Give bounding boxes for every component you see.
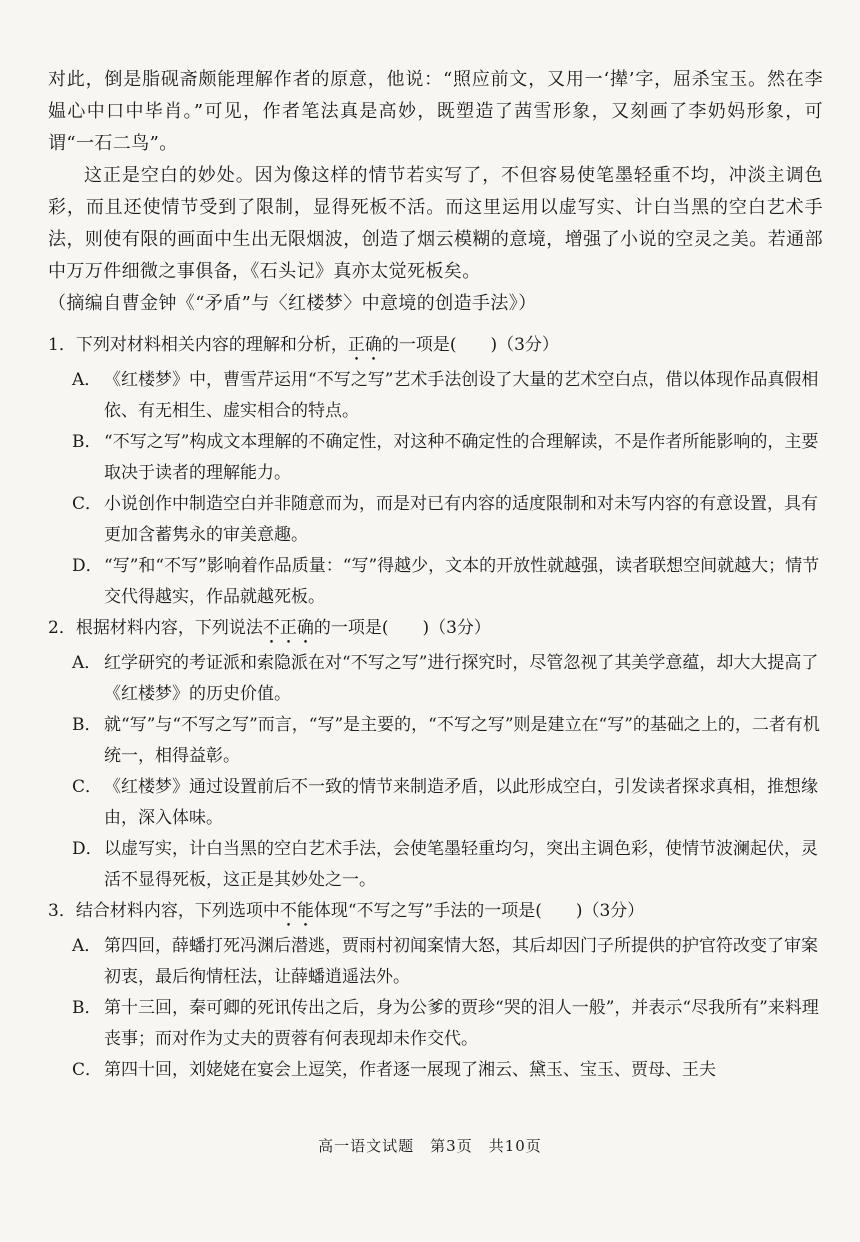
stem-text: 的一项是( )（3分） — [313, 618, 491, 638]
question-stem — [48, 896, 823, 931]
stem-text: 体现“不写之写”手法的一项是( )（3分） — [313, 901, 645, 921]
reading-passage — [48, 64, 823, 320]
stem-text: 1．下列对材料相关内容的理解和分析， — [48, 335, 348, 355]
stem-text: 3．结合材料内容，下列选项中 — [48, 901, 280, 921]
option-text: 红学研究的考证派和索隐派在对“不写之写”进行探究时，尽管忽视了其美学意蕴，却大大提高了《红楼梦》的历史价值。 — [104, 653, 819, 704]
stem-text: 的一项是( )（3分） — [381, 335, 559, 355]
option-d — [48, 834, 823, 896]
option-b — [48, 427, 823, 489]
question-3 — [48, 896, 823, 1086]
option-d — [48, 551, 823, 613]
page-footer: 高一语文试题 第3页 共10页 — [318, 1137, 542, 1155]
option-letter: D． — [72, 556, 103, 576]
option-c — [48, 772, 823, 834]
stem-text: 2．根据材料内容，下列说法 — [48, 618, 263, 638]
stem-emphasis: 正确 — [347, 335, 382, 355]
option-b — [48, 710, 823, 772]
stem-emphasis: 不正确 — [262, 618, 314, 638]
option-letter: A． — [72, 936, 102, 956]
option-text: 第四回，薛蟠打死冯渊后潜逃，贾雨村初闻案情大怒，其后却因门子所提供的护官符改变了审案初衷，最后徇情枉法，让薛蟠逍遥法外。 — [104, 936, 818, 987]
option-a — [48, 365, 823, 427]
question-1 — [48, 330, 823, 613]
option-letter: D． — [72, 839, 103, 859]
question-2 — [48, 613, 823, 896]
option-text: 以虚写实，计白当黑的空白艺术手法，会使笔墨轻重均匀，突出主调色彩，使情节波澜起伏，灵活不显得死板，这正是其妙处之一。 — [104, 839, 818, 890]
passage-paragraph-2: 这正是空白的妙处。因为像这样的情节若实写了，不但容易使笔墨轻重不均，冲淡主调色彩，而且还使情节受到了限制，显得死板不活。而这里运用以虚写实、计白当黑的空白艺术手法，则使有限的画面中生出无限烟波，创造了烟云模糊的意境，增强了小说的空灵之美。若通部中万万件细微之事俱备，《石头记》真亦太觉死板矣。 — [48, 165, 823, 282]
option-letter: B． — [72, 998, 102, 1018]
option-text: 小说创作中制造空白并非随意而为，而是对已有内容的适度限制和对未写内容的有意设置，具有更加含蓄隽永的审美意趣。 — [104, 494, 818, 545]
option-letter: C． — [72, 1060, 103, 1080]
option-letter: A． — [72, 653, 102, 673]
option-letter: C． — [72, 494, 103, 514]
stem-emphasis: 不能 — [279, 901, 314, 921]
option-b — [48, 993, 823, 1055]
option-text: 第四十回，刘姥姥在宴会上逗笑，作者逐一展现了湘云、黛玉、宝玉、贾母、王夫 — [104, 1060, 716, 1080]
option-letter: B． — [72, 715, 102, 735]
option-a — [48, 931, 823, 993]
question-list — [48, 330, 823, 1086]
option-text: 就“写”与“不写之写”而言，“写”是主要的，“不写之写”则是建立在“写”的基础之上的，二者有机统一，相得益彰。 — [104, 715, 820, 766]
option-text: “写”和“不写”影响着作品质量：“写”得越少，文本的开放性就越强，读者联想空间就越大；情节交代得越实，作品就越死板。 — [104, 556, 820, 607]
passage-paragraph-1: 对此，倒是脂砚斋颇能理解作者的原意，他说：“照应前文，又用一‘撵’字，屈杀宝玉。然在李媪心中口中毕肖。”可见，作者笔法真是高妙，既塑造了茜雪形象，又刻画了李奶妈形象，可谓“一石二鸟”。 — [48, 69, 823, 154]
option-text: 《红楼梦》中，曹雪芹运用“不写之写”艺术手法创设了大量的艺术空白点，借以体现作品真假相依、有无相生、虚实相合的特点。 — [104, 370, 819, 421]
option-text: 《红楼梦》通过设置前后不一致的情节来制造矛盾，以此形成空白，引发读者探求真相，推想缘由，深入体味。 — [104, 777, 818, 828]
option-letter: A． — [72, 370, 102, 390]
option-text: 第十三回，秦可卿的死讯传出之后，身为公爹的贾珍“哭的泪人一般”，并表示“尽我所有”来料理丧事；而对作为丈夫的贾蓉有何表现却未作交代。 — [104, 998, 819, 1049]
passage-source: （摘编自曹金钟《“矛盾”与〈红楼梦〉中意境的创造手法》） — [48, 293, 537, 314]
option-letter: B． — [72, 432, 102, 452]
question-stem — [48, 330, 823, 365]
option-letter: C． — [72, 777, 103, 797]
option-c — [48, 489, 823, 551]
option-a — [48, 648, 823, 710]
question-stem — [48, 613, 823, 648]
option-c — [48, 1055, 823, 1086]
option-text: “不写之写”构成文本理解的不确定性，对这种不确定性的合理解读，不是作者所能影响的，主要取决于读者的理解能力。 — [104, 432, 819, 483]
